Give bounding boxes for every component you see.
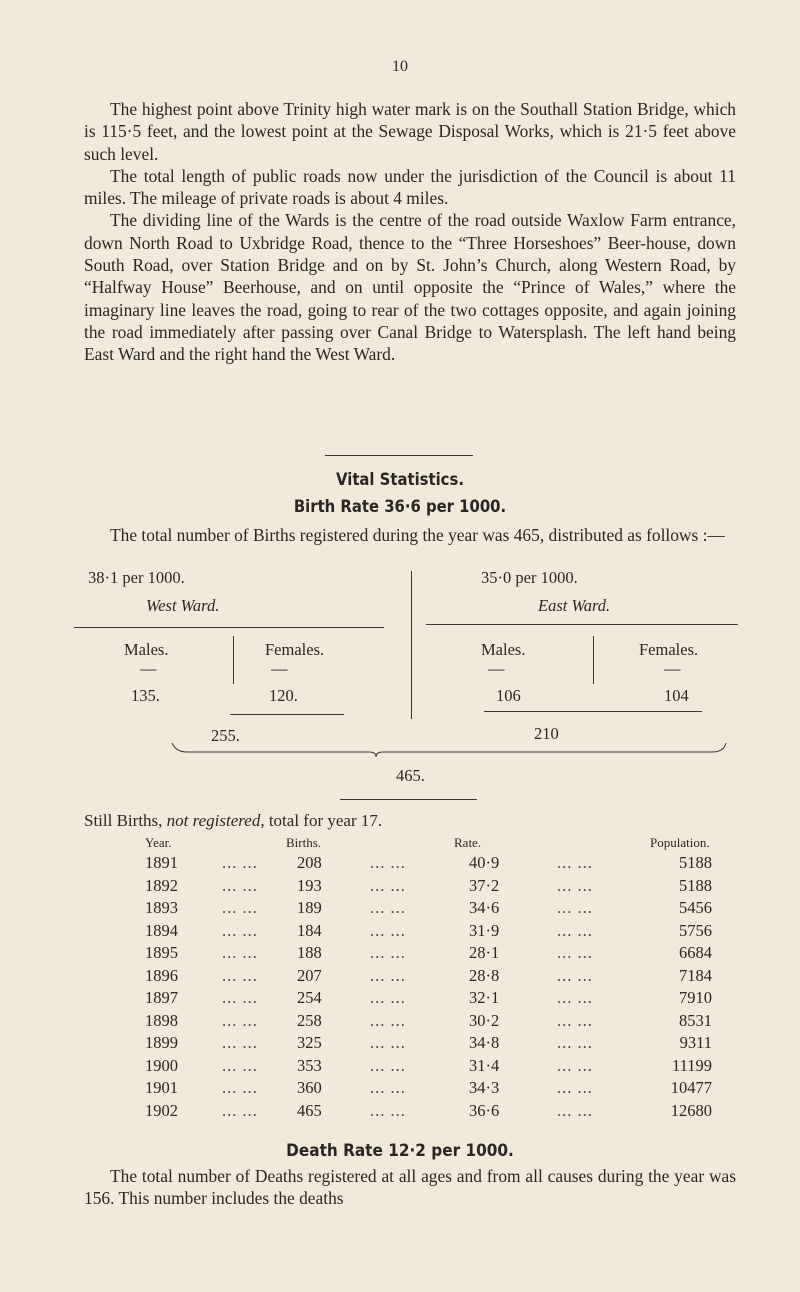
rate-cell: 31·4 — [469, 1055, 500, 1075]
births-header: Births. — [286, 835, 322, 850]
rate-cell: 32·1 — [469, 988, 500, 1007]
east-males-count: 106 — [496, 686, 521, 705]
west-females-count: 120. — [269, 686, 298, 705]
still-births-prefix: Still Births, — [84, 811, 163, 830]
rate-cell: 34·6 — [469, 898, 500, 917]
rate-cell: 36·6 — [469, 1100, 500, 1120]
dot-leader: ... ... — [222, 1100, 258, 1120]
dot-leader: ... ... — [370, 965, 406, 985]
still-births-emphasis: not registered, — [166, 811, 265, 830]
west-total: 255. — [211, 726, 240, 745]
dot-leader: ... ... — [370, 1033, 406, 1052]
births-cell: 184 — [297, 920, 322, 940]
dot-leader: ... ... — [370, 988, 406, 1007]
dash: — — [664, 659, 681, 678]
dot-leader: ... ... — [557, 1078, 593, 1097]
dot-leader: ... ... — [222, 920, 258, 940]
dot-leader: ... ... — [222, 1055, 258, 1075]
rate-cell: 28·8 — [469, 965, 500, 985]
population-column — [640, 852, 712, 1122]
dot-leader: ... ... — [222, 853, 258, 872]
east-females-header: Females. — [639, 640, 699, 659]
births-cell: 189 — [297, 898, 322, 917]
dash: — — [271, 659, 288, 678]
west-ward-label: West Ward. — [146, 596, 220, 615]
death-text — [84, 1165, 736, 1210]
intro-paragraph: The highest point above Trinity high water mark is on the Southall Station Bridge, which is 115·5 feet, and the lowest point at the Sewage Disposal Works, which is 21·5 feet above such level. — [84, 99, 736, 164]
dot-leader: ... ... — [222, 1033, 258, 1052]
rate-cell: 28·1 — [469, 943, 500, 962]
year-cell: 1901 — [145, 1078, 178, 1097]
dot-leader: ... ... — [370, 1078, 406, 1097]
dot-leader: ... ... — [557, 875, 593, 895]
dot-leader: ... ... — [557, 1010, 593, 1030]
dot-leader: ... ... — [370, 853, 406, 872]
births-column — [297, 852, 322, 1122]
dot-leader: ... ... — [222, 965, 258, 985]
births-intro-text: The total number of Births registered during the year was 465, distributed as follows :— — [110, 525, 725, 545]
leader-column — [222, 852, 258, 1122]
east-males-header: Males. — [481, 640, 526, 659]
dot-leader: ... ... — [557, 1033, 593, 1052]
dot-leader: ... ... — [222, 1010, 258, 1030]
dot-leader: ... ... — [557, 943, 593, 962]
population-cell: 5188 — [679, 853, 712, 872]
dot-leader: ... ... — [222, 988, 258, 1007]
year-cell: 1893 — [145, 898, 178, 917]
intro-paragraph: The dividing line of the Wards is the centre of the road outside Waxlow Farm entrance, down North Road to Uxbridge Road, thence to the “Three Horseshoes” Beer-house, down South Road, over Station Bridge and on by St. John’s Church, along Western Road, by “Halfway House” Beerhouse, and on until opposite the “Prince of Wales,” where the imaginary line leaves the road, going to rear of the two cottages opposite, and again joining the road immediately after passing over Canal Bridge to Watersplash. The left hand being East Ward and the right hand the West Ward. — [84, 210, 736, 365]
dot-leader: ... ... — [557, 853, 593, 872]
dash: — — [140, 659, 157, 678]
births-cell: 188 — [297, 943, 322, 962]
births-cell: 353 — [297, 1055, 322, 1075]
east-rate: 35·0 per 1000. — [481, 568, 578, 587]
still-births-suffix: total for year 17. — [268, 811, 383, 830]
population-cell: 7910 — [679, 988, 712, 1007]
dot-leader: ... ... — [557, 920, 593, 940]
year-cell: 1892 — [145, 875, 178, 895]
dot-leader: ... ... — [370, 943, 406, 962]
dot-leader: ... ... — [370, 1010, 406, 1030]
dot-leader: ... ... — [557, 965, 593, 985]
rate-cell: 40·9 — [469, 853, 500, 872]
births-cell: 325 — [297, 1033, 322, 1052]
year-cell: 1891 — [145, 853, 178, 872]
population-cell: 6684 — [679, 943, 712, 962]
rate-cell: 31·9 — [469, 920, 500, 940]
dot-leader: ... ... — [557, 898, 593, 917]
year-cell: 1897 — [145, 988, 178, 1007]
population-cell: 12680 — [670, 1100, 712, 1120]
year-cell: 1896 — [145, 965, 178, 985]
dot-leader: ... ... — [557, 1100, 593, 1120]
birth-rate-heading: Birth Rate 36·6 per 1000. — [293, 497, 507, 516]
births-cell: 208 — [297, 853, 322, 872]
west-males-header: Males. — [124, 640, 169, 659]
year-cell: 1902 — [145, 1100, 178, 1120]
dot-leader: ... ... — [222, 875, 258, 895]
west-females-header: Females. — [265, 640, 325, 659]
rate-column — [469, 852, 499, 1122]
population-cell: 5456 — [679, 898, 712, 917]
population-cell: 9311 — [679, 1033, 712, 1052]
dot-leader: ... ... — [557, 988, 593, 1007]
dot-leader: ... ... — [370, 1055, 406, 1075]
leader-column — [557, 852, 593, 1122]
page-number: 10 — [392, 58, 408, 75]
dash: — — [488, 659, 505, 678]
population-cell: 5756 — [679, 920, 712, 940]
rate-cell: 34·8 — [469, 1033, 500, 1052]
west-males-count: 135. — [131, 686, 160, 705]
births-cell: 193 — [297, 875, 322, 895]
year-cell: 1900 — [145, 1055, 178, 1075]
births-cell: 258 — [297, 1010, 322, 1030]
population-cell: 8531 — [679, 1010, 712, 1030]
vital-statistics-heading: Vital Statistics. — [336, 470, 464, 489]
dot-leader: ... ... — [222, 1078, 258, 1097]
population-header: Population. — [650, 835, 710, 850]
rate-cell: 37·2 — [469, 875, 500, 895]
death-paragraph: The total number of Deaths registered at all ages and from all causes during the year was 156. This number includes the deaths — [84, 1166, 736, 1209]
death-rate-heading: Death Rate 12·2 per 1000. — [286, 1141, 514, 1161]
year-cell: 1895 — [145, 943, 178, 962]
year-cell: 1898 — [145, 1010, 178, 1030]
rate-cell: 34·3 — [469, 1078, 500, 1097]
leader-column — [370, 852, 406, 1122]
dot-leader: ... ... — [370, 920, 406, 940]
dot-leader: ... ... — [557, 1055, 593, 1075]
east-females-count: 104 — [664, 686, 689, 705]
population-cell: 11199 — [671, 1055, 712, 1075]
east-ward-label: East Ward. — [538, 596, 611, 615]
year-column — [145, 852, 178, 1122]
population-cell: 10477 — [670, 1078, 712, 1097]
east-total: 210 — [534, 724, 559, 743]
dot-leader: ... ... — [222, 943, 258, 962]
grand-total: 465. — [396, 766, 425, 785]
births-cell: 207 — [297, 965, 322, 985]
births-cell: 254 — [297, 988, 322, 1007]
births-cell: 465 — [297, 1100, 322, 1120]
births-cell: 360 — [297, 1078, 322, 1097]
intro-paragraph: The total length of public roads now under the jurisdiction of the Council is about 11 miles. The mileage of private roads is about 4 miles. — [84, 165, 736, 209]
population-cell: 7184 — [679, 965, 712, 985]
rate-header: Rate. — [454, 835, 482, 850]
year-header: Year. — [145, 835, 172, 850]
west-rate: 38·1 per 1000. — [88, 568, 185, 587]
dot-leader: ... ... — [370, 1100, 406, 1120]
year-cell: 1894 — [145, 920, 178, 940]
dot-leader: ... ... — [222, 898, 258, 917]
dot-leader: ... ... — [370, 875, 406, 895]
dot-leader: ... ... — [370, 898, 406, 917]
rate-cell: 30·2 — [469, 1010, 500, 1030]
population-cell: 5188 — [679, 875, 712, 895]
year-cell: 1899 — [145, 1033, 178, 1052]
